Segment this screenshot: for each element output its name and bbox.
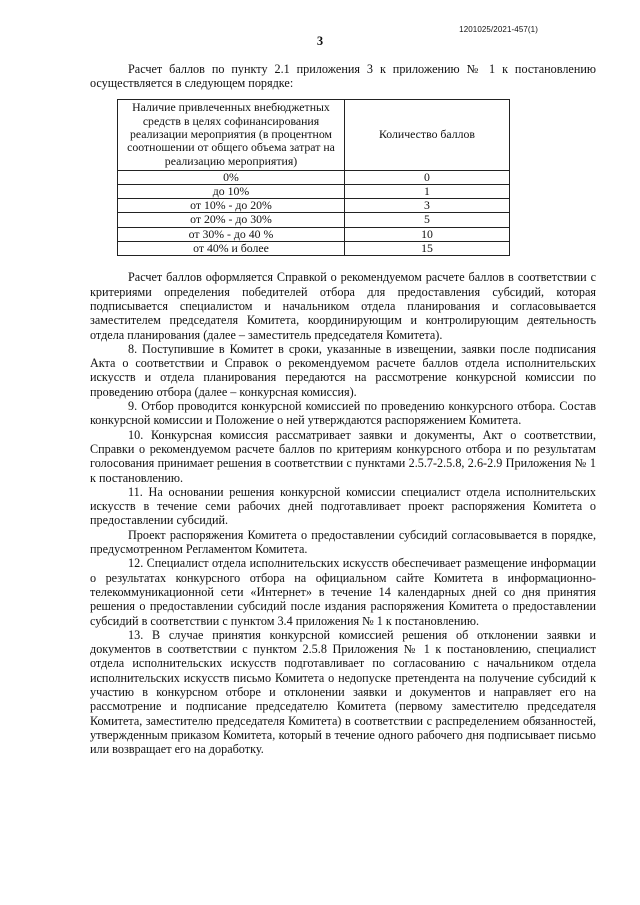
- table-row: [118, 170, 510, 184]
- table-cell-points: 0: [345, 170, 510, 184]
- table-row: [118, 199, 510, 213]
- points-table: [117, 99, 510, 257]
- table-row: [118, 184, 510, 198]
- table-header-row: [118, 99, 510, 170]
- table-cell-points: 10: [345, 227, 510, 241]
- paragraph-points-calculation: Расчет баллов оформляется Справкой о рекомендуемом расчете баллов в соответствии с критериями определения победителей отбора для предоставления субсидий, которая подписывается специалистом и начальником отдела планирования и согласовывается заместителем председателя Комитета, координирующим и контролирующим деятельность отдела планирования (далее – заместитель председателя Комитета).: [90, 270, 596, 342]
- table-row: [118, 242, 510, 256]
- paragraph-9: 9. Отбор проводится конкурсной комиссией по проведению конкурсного отбора. Состав конкурсной комиссии и Положение о ней утверждаются распоряжением Комитета.: [90, 399, 596, 428]
- table-row: [118, 227, 510, 241]
- table-header-funding: Наличие привлеченных внебюджетных средств в целях софинансирования реализации мероприятия (в процентном соотношении от общего объема затрат на реализацию мероприятия): [118, 99, 345, 170]
- table-cell-range: от 20% - до 30%: [118, 213, 345, 227]
- page-number: 3: [316, 34, 324, 48]
- table-cell-range: от 30% - до 40 %: [118, 227, 345, 241]
- paragraph-11-draft: Проект распоряжения Комитета о предоставлении субсидий согласовывается в порядке, предусмотренном Регламентом Комитета.: [90, 527, 596, 557]
- table-cell-points: 3: [345, 199, 510, 213]
- table-cell-range: от 40% и более: [118, 242, 345, 256]
- paragraph-13: 13. В случае принятия конкурсной комиссией решения об отклонении заявки и документов в соответствии с пунктом 2.5.8 Приложения № 1 к постановлению, специалист отдела исполнительских искусств подготавливает по согласованию с начальником отдела исполнительских искусств письмо Комитета о недопуске претендента на получение субсидий к участию в конкурсном отборе и отклонении заявки и документов и направляет его на рассмотрение и подписание председателю Комитета (первому заместителю председателя Комитета, заместителю председателя Комитета) в соответствии с распределением обязанностей, утвержденным приказом Комитета, который в течение одного рабочего дня подписывает письмо или возвращает его на доработку.: [90, 627, 596, 757]
- intro-paragraph: Расчет баллов по пункту 2.1 приложения 3 к приложению № 1 к постановлению осуществляется в следующем порядке:: [90, 62, 596, 91]
- table-row: [118, 213, 510, 227]
- table-cell-range: до 10%: [118, 184, 345, 198]
- paragraph-10: 10. Конкурсная комиссия рассматривает заявки и документы, Акт о соответствии, Справки о рекомендуемом расчете баллов по критериям конкурсного отбора и по результатам голосования принимает решения в соответствии с пунктами 2.5.7-2.5.8, 2.6-2.9 Приложения № 1 к постановлению.: [90, 427, 596, 485]
- table-cell-points: 5: [345, 213, 510, 227]
- table-cell-range: 0%: [118, 170, 345, 184]
- table-cell-points: 15: [345, 242, 510, 256]
- paragraph-11: 11. На основании решения конкурсной комиссии специалист отдела исполнительских искусств в течение семи рабочих дней подготавливает проект распоряжения Комитета о предоставлении субсидий.: [90, 484, 596, 528]
- table-header-points: Количество баллов: [345, 99, 510, 170]
- table-cell-points: 1: [345, 184, 510, 198]
- document-body: [90, 62, 596, 756]
- document-number: 1201025/2021-457(1): [459, 25, 538, 34]
- paragraph-12: 12. Специалист отдела исполнительских искусств обеспечивает размещение информации о результатах конкурсного отбора на официальном сайте Комитета в информационно-телекоммуникационной сети «Интернет» в течение 14 календарных дней со дня принятия решения о предоставлении субсидий после издания распоряжения Комитета о предоставлении субсидий в соответствии с пунктом 3.4 приложения № 1 к постановлению.: [90, 556, 596, 628]
- table-cell-range: от 10% - до 20%: [118, 199, 345, 213]
- paragraph-8: 8. Поступившие в Комитет в сроки, указанные в извещении, заявки после подписания Акта о соответствии и Справок о рекомендуемом расчете баллов отдела исполнительских искусств и отдела планирования передаются на рассмотрение конкурсной комиссии по проведению отбора (далее – конкурсная комиссия).: [90, 341, 596, 399]
